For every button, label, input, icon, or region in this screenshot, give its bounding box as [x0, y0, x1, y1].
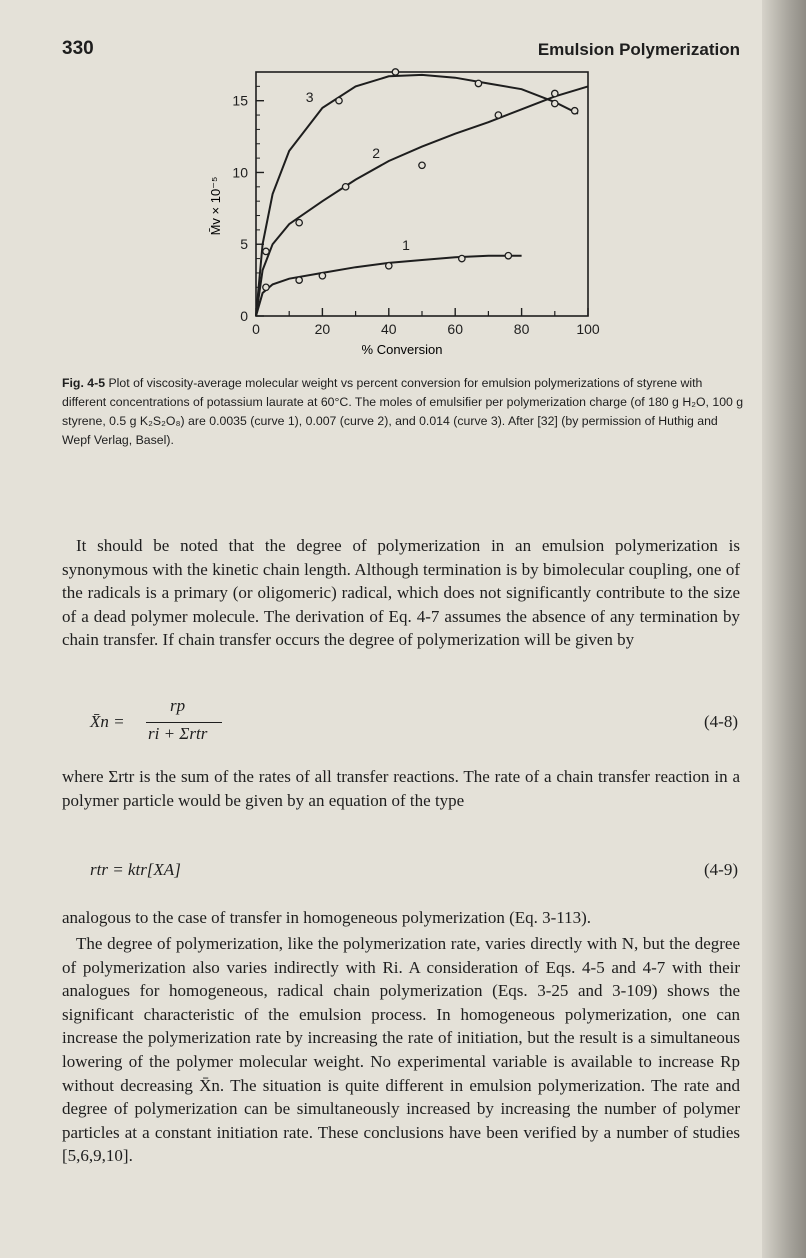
plot-frame [256, 72, 588, 316]
x-tick-label: 80 [513, 321, 530, 337]
paragraph-analogous: analogous to the case of transfer in homogeneous polymerization (Eq. 3-113). [62, 908, 592, 927]
eq48-denominator: ri + Σrtr [148, 724, 208, 743]
curve-label-1: 1 [402, 236, 410, 253]
series-curve-3 [256, 75, 578, 316]
equation-4-8 [72, 696, 738, 746]
x-axis-label: % Conversion [361, 342, 443, 357]
paragraph-emulsion-characteristic: The degree of polymerization, like the polymerization rate, varies directly with N, but the degree of polymerization also varies indirectly with Ri. A consideration of Eqs. 4-5 and 4-7 with their analogues for homogeneous, radical chain polymerization (Eqs. 3-25 and 3-109) shows the significant characteristic of the emulsion process. In homogeneous polymerization, one can increase the polymerization rate by increasing the rate of initiation, but the result is a simultaneous lowering of the polymer molecular weight. No experimental variable is available to increase Rp without decreasing X̄n. The situation is quite different in emulsion polymerization. The rate and degree of polymerization can be simultaneously increased by increasing the number of polymer particles at a constant initiation rate. These conclusions have been verified by a number of studies [5,6,9,10]. [62, 934, 740, 1166]
data-point-2 [552, 90, 558, 96]
book-spine-shadow [762, 0, 806, 1258]
data-point-3 [392, 69, 398, 75]
data-point-2 [263, 248, 269, 254]
eq48-fraction-bar [146, 722, 222, 723]
x-tick-label: 60 [447, 321, 463, 337]
y-tick-label: 0 [240, 308, 248, 324]
paragraph-degree-of-polymerization: It should be noted that the degree of polymerization in an emulsion polymerization is synonymous with the kinetic chain length. Although termination is by bimolecular coupling, one of the radicals is a primary (or oligomeric) radical, which does not significantly contribute to the size of a dead polymer molecule. The derivation of Eq. 4-7 assumes the absence of any termination by chain transfer. If chain transfer occurs the degree of polymerization will be given by [62, 536, 740, 650]
eq49-number: (4-9) [704, 860, 738, 879]
data-point-3 [475, 80, 481, 86]
x-tick-label: 40 [381, 321, 397, 337]
figure-label: Fig. 4-5 [62, 376, 106, 390]
plot-area [232, 69, 599, 337]
figure-caption-text: Plot of viscosity-average molecular weight vs percent conversion for emulsion polymerizations of styrene with different concentrations of potassium laurate at 60°C. The moles of emulsifier per polymerization charge (of 180 g H₂O, 100 g styrene, 0.5 g K₂S₂O₈) are 0.0035 (curve 1), 0.007 (curve 2), and 0.014 (curve 3). After [32] (by permission of Huthig and Wepf Verlag, Basel). [62, 376, 744, 447]
data-point-2 [495, 112, 501, 118]
data-point-1 [263, 284, 269, 290]
data-point-3 [336, 98, 342, 104]
y-tick-label: 10 [232, 164, 248, 181]
data-point-1 [459, 255, 465, 261]
y-axis-label: M̄v × 10⁻⁵ [208, 176, 223, 236]
x-tick-label: 20 [314, 321, 331, 337]
x-tick-label: 100 [576, 321, 600, 337]
page-number: 330 [62, 38, 94, 59]
curve-label-2: 2 [372, 145, 380, 162]
data-point-1 [386, 263, 392, 269]
data-point-3 [572, 108, 578, 114]
data-point-2 [342, 184, 348, 190]
eq48-lhs: X̄n = [90, 712, 125, 731]
eq49-expression: rtr = ktr[XA] [90, 860, 181, 879]
eq48-number: (4-8) [704, 712, 738, 731]
data-point-1 [296, 277, 302, 283]
equation-4-9 [72, 860, 738, 884]
conversion-chart [200, 62, 620, 362]
data-point-1 [505, 253, 511, 259]
eq48-numerator: rp [170, 696, 186, 715]
series-curve-2 [256, 86, 588, 316]
data-point-1 [319, 273, 325, 279]
figure-caption [62, 374, 748, 450]
y-tick-label: 5 [240, 236, 248, 253]
y-tick-label: 15 [232, 92, 248, 109]
data-point-2 [296, 220, 302, 226]
paragraph-transfer-rates: where Σrtr is the sum of the rates of all transfer reactions. The rate of a chain transfer reaction in a polymer particle would be given by an equation of the type [62, 767, 740, 810]
data-point-2 [419, 162, 425, 168]
data-point-3 [552, 100, 558, 106]
running-head: Emulsion Polymerization [537, 40, 740, 59]
curve-label-3: 3 [305, 89, 314, 106]
x-tick-label: 0 [252, 321, 260, 337]
